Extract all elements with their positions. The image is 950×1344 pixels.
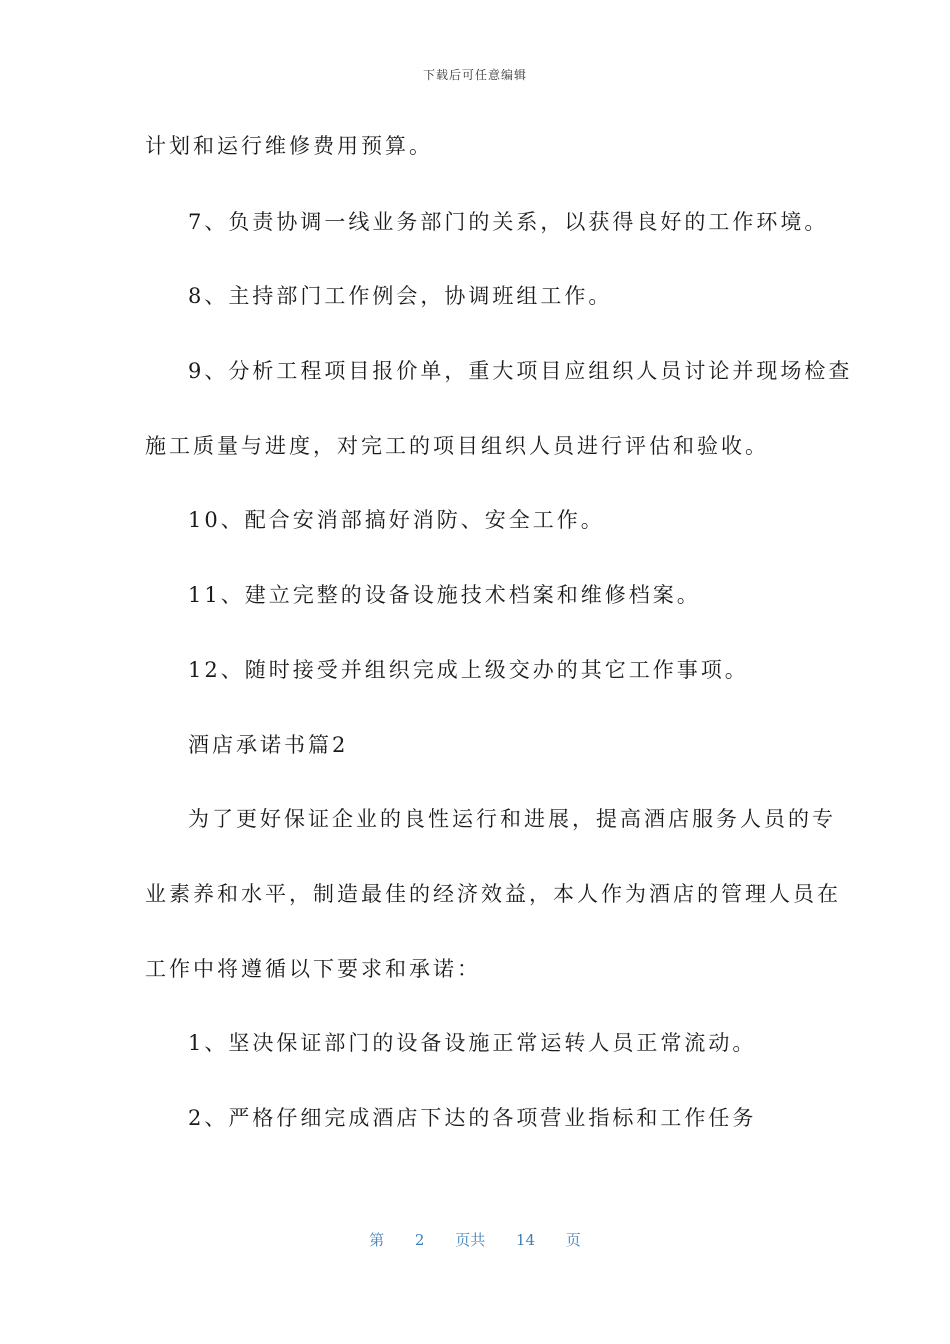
footer-total-pages: 14: [516, 1231, 536, 1249]
footer-suffix: 页: [565, 1231, 581, 1249]
section-heading: 酒店承诺书篇2: [188, 733, 349, 757]
body-line: 10、配合安消部搞好消防、安全工作。: [188, 508, 605, 532]
footer-prefix: 第: [369, 1231, 385, 1249]
footer-page-number: 2: [414, 1231, 425, 1249]
body-line: 为了更好保证企业的良性运行和进展，提高酒店服务人员的专: [188, 807, 836, 831]
body-line: 业素养和水平，制造最佳的经济效益，本人作为酒店的管理人员在: [145, 882, 841, 906]
body-line: 11、建立完整的设备设施技术档案和维修档案。: [188, 583, 701, 607]
page-footer: [0, 1229, 950, 1250]
body-line: 施工质量与进度，对完工的项目组织人员进行评估和验收。: [145, 434, 769, 458]
body-line: 7、负责协调一线业务部门的关系，以获得良好的工作环境。: [188, 210, 829, 234]
page-header: 下载后可任意编辑: [422, 68, 527, 82]
body-line: 计划和运行维修费用预算。: [145, 134, 433, 158]
body-line: 9、分析工程项目报价单，重大项目应组织人员讨论并现场检查: [188, 359, 853, 383]
body-line: 工作中将遵循以下要求和承诺：: [145, 957, 481, 981]
body-line: 1、坚决保证部门的设备设施正常运转人员正常流动。: [188, 1031, 757, 1055]
body-line: 2、严格仔细完成酒店下达的各项营业指标和工作任务: [188, 1106, 757, 1130]
footer-middle: 页共: [455, 1231, 486, 1249]
body-line: 8、主持部门工作例会，协调班组工作。: [188, 284, 613, 308]
body-line: 12、随时接受并组织完成上级交办的其它工作事项。: [188, 658, 749, 682]
